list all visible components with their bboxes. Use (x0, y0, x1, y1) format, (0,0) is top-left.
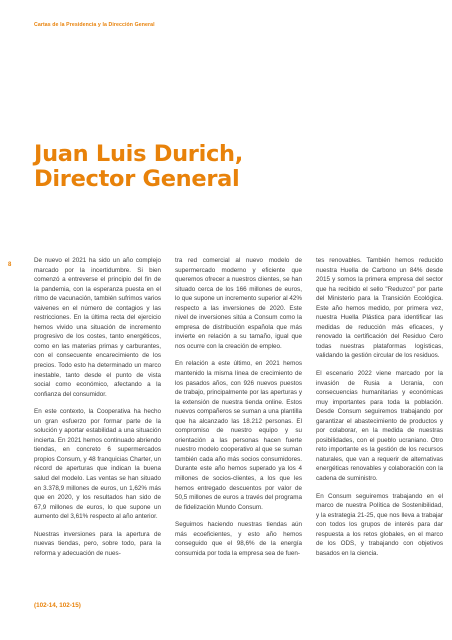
paragraph: El escenario 2022 viene marcado por la invasión de Rusia a Ucrania, con consecuencias humanitarias y económicas muy importantes para toda la población. Desde Consum seguiremos trabajando por garantizar el abastecimiento de productos y por colaborar, en la medida de nuestras posibilidades, con el pueblo ucraniano. Otro reto importante es la gestión de los recursos naturales, que van a requerir de alternativas energéticas renovables y colaboración con la cadena de suministro. (316, 370, 443, 483)
paragraph: De nuevo el 2021 ha sido un año complejo marcado por la incertidumbre. Si bien comenzó a entreverse el principio del fin de la pandemia, con la esperanza puesta en el ritmo de vacunación, también sufrimos varios vaivenes en el número de contagios y las restricciones. En la última recta del ejercicio hemos vivido una situación de incremento progresivo de los costes, tanto energéticos, como en las materias primas y carburantes, con el consecuente encarecimiento de los precios. Todo esto ha determinado un marco inestable, tanto desde el punto de vista social como económico, afectando a la confianza del consumidor. (34, 257, 161, 398)
paragraph: En este contexto, la Cooperativa ha hecho un gran esfuerzo por formar parte de la solución y aportar estabilidad a una situación incierta. En 2021 hemos continuado abriendo tiendas, en concreto 6 supermercados propios Consum, y 48 franquicias Charter, un récord de aperturas que indican la buena salud del modelo. Las ventas se han situado en 3.378,9 millones de euros, un 1,62% más que en 2020, y los resultados han sido de 67,9 millones de euros, lo que supone un aumento del 3,61% respecto al año anterior. (34, 408, 161, 521)
paragraph: Nuestras inversiones para la apertura de nuevas tiendas, pero, sobre todo, para la reforma y adecuación de nues- (34, 530, 161, 557)
title-line-name: Juan Luis Durich, (34, 141, 244, 167)
gri-reference: (102-14, 102-15) (34, 602, 81, 609)
paragraph: Seguimos haciendo nuestras tiendas aún más ecoeficientes, y esto año hemos conseguido que el 98,6% de la energía consumida por toda la empresa sea de fuen- (175, 521, 302, 557)
paragraph: tes renovables. También hemos reducido nuestra Huella de Carbono un 84% desde 2015 y somos la primera empresa del sector que ha recibido el sello "Reduzco" por parte del Ministerio para la Transición Ecológica. Este año hemos medido, por primera vez, nuestra Huella Plástica para identificar las medidas de reducción más eficaces, y renovado la certificación del Residuo Cero todas nuestras plataformas logísticas, validando la gestión circular de los residuos. (316, 257, 443, 360)
section-header: Cartas de la Presidencia y la Dirección General (34, 22, 155, 28)
page-number: 8 (8, 262, 12, 268)
text-column-3 (316, 256, 443, 566)
paragraph: tra red comercial al nuevo modelo de supermercado moderno y eficiente que queremos ofrecer a nuestros clientes, se han situado cerca de los 166 millones de euros, lo que supone un incremento superior al 42% respecto a las inversiones de 2020. Este nivel de inversiones sitúa a Consum como la empresa de distribución española que más invierte en relación a su tamaño, igual que nos ocurre con la creación de empleo. (175, 257, 302, 350)
page-title (34, 142, 243, 192)
text-column-1 (34, 256, 161, 566)
text-column-2 (175, 256, 302, 566)
paragraph: En Consum seguiremos trabajando en el marco de nuestra Política de Sostenibilidad, y la estrategia 21-25, que nos lleva a trabajar con todos los grupos de interés para dar respuesta a los retos globales, en el marco de los ODS, y trabajando con objetivos basados en la ciencia. (316, 492, 443, 557)
paragraph: En relación a este último, en 2021 hemos mantenido la misma línea de crecimiento de los pasados años, con 926 nuevos puestos de trabajo, principalmente por las aperturas y la extensión de nuestra tienda online. Estos nuevos compañeros se suman a una plantilla que ha alcanzado las 18.212 personas. El compromiso de nuestro equipo y su orientación a las personas hacen fuerte nuestro modelo cooperativo al que se suman también cada año más socios consumidores. Durante este año hemos superado ya los 4 millones de socios-clientes, a los que les hemos entregado descuentos por valor de 50,5 millones de euros a través del programa de fidelización Mundo Consum. (175, 360, 302, 511)
title-line-role: Director General (34, 166, 240, 192)
